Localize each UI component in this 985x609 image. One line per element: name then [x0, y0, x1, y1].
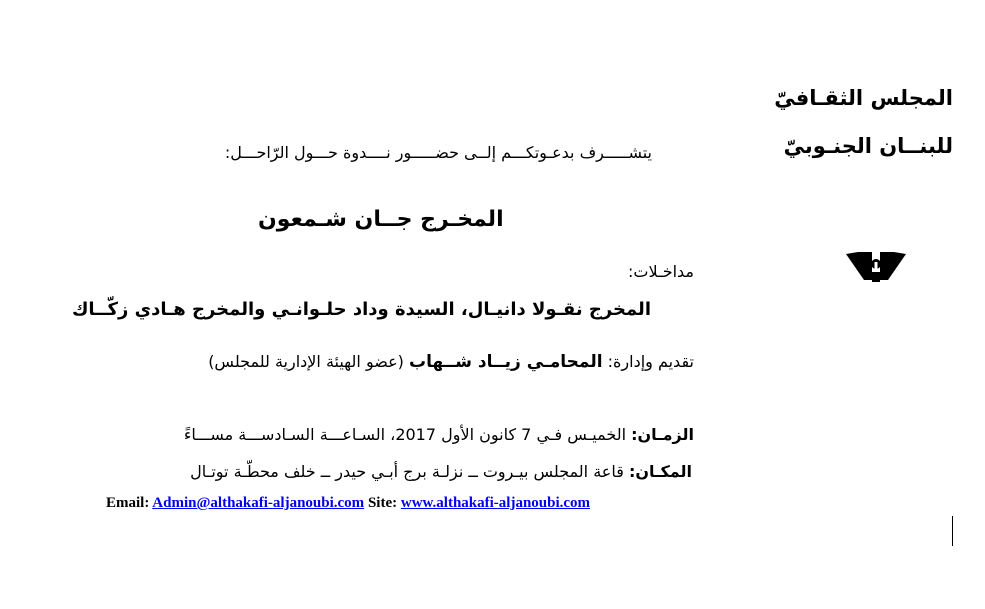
- email-link[interactable]: Admin@althakafi-aljanoubi.com: [152, 495, 365, 511]
- interventions-names: المخرج نقـولا دانيـال، السيدة وداد حلـوانـي والمخرج هـادي زكّــاك: [71, 299, 651, 320]
- email-label: Email:: [106, 495, 150, 511]
- place-label: المكـان:: [628, 462, 692, 481]
- organization-name-line-2: للبنــان الجنـوبيّ: [783, 134, 953, 158]
- moderator-name: المحامـي زيــاد شــهاب: [408, 352, 603, 372]
- place-line: [190, 462, 692, 481]
- site-link[interactable]: www.althakafi-aljanoubi.com: [400, 495, 591, 511]
- place-value: قاعة المجلس بيـروت ــ نزلـة برج أبـي حيدر ــ خلف محطّـة توتـال: [190, 462, 624, 481]
- time-line: [184, 425, 694, 444]
- moderator-line: [208, 352, 694, 372]
- moderator-label: تقديم وإدارة:: [607, 352, 694, 371]
- contact-line: [106, 495, 590, 512]
- time-label: الزمـان:: [631, 425, 694, 444]
- site-label: Site:: [367, 495, 398, 511]
- invitation-text: يتشـــــرف بدعـوتكـــم إلــى حضـــــور نــــدوة حـــول الرّاحـــل:: [224, 143, 652, 162]
- emblem-icon: [844, 250, 908, 284]
- time-value: الخميـس فـي 7 كانون الأول 2017، السـاعـــة السـادســـة مســـاءً: [183, 425, 627, 444]
- moderator-role: (عضو الهيئة الإدارية للمجلس): [208, 352, 404, 371]
- emblem-right-wing: [880, 252, 906, 280]
- interventions-label: مداخـلات:: [628, 262, 694, 281]
- speaker-name: المخـرج جــان شـمعون: [258, 207, 504, 232]
- organization-name-line-1: المجلس الثقـافيّ: [774, 86, 953, 110]
- text-cursor: [952, 516, 953, 546]
- emblem-center-mark: [875, 262, 878, 270]
- emblem-stem: [872, 272, 880, 282]
- emblem-left-wing: [846, 252, 872, 280]
